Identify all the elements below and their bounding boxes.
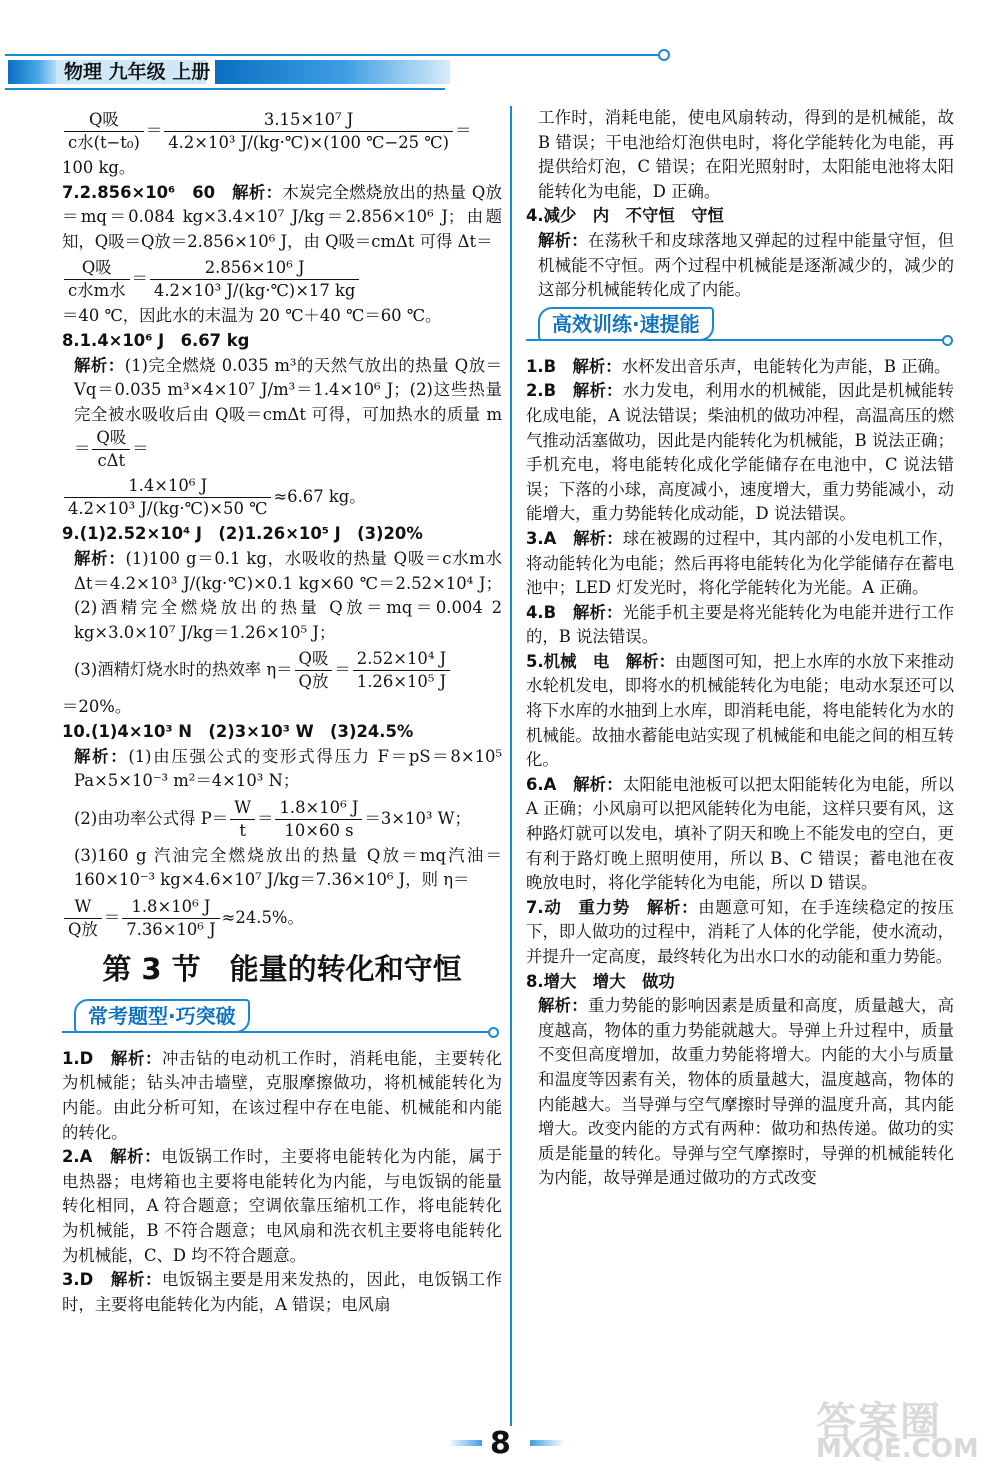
answer-7-formula: $\frac{\text{Q吸}}{\text{c水m水}}$ ＝ $\frac{\text{2.856×10⁶ J}}{\text{4.2×10³ J/(kg·℃)×17 kg}}$ xyxy=(62,254,502,304)
banner-common-questions xyxy=(62,997,502,1039)
formula-line: $\frac{\text{Q吸}}{\text{c水(t−t₀)}}$ ＝ $\frac{\text{3.15×10⁷ J}}{\text{4.2×10³ J/(kg·℃)×(100 ℃−25 ℃)}}$ ＝ xyxy=(62,106,502,156)
answer-10-part3: (3)160 g 汽油完全燃烧放出的热量 Q放＝mq汽油＝160×10⁻³ kg×4.6×10⁷ J/kg＝7.36×10⁶ J，则 η＝ xyxy=(74,845,502,890)
answer-10-head: 10.(1)4×10³ N (2)3×10³ W (3)24.5% xyxy=(62,721,414,741)
answer-9-formula: (3)酒精灯烧水时的热效率 η＝ $\frac{\text{Q吸}}{\text{Q放}}$ ＝ $\frac{\text{2.52×10⁴ J}}{\text{1.26×10⁵ J}}$ xyxy=(62,645,502,695)
training-7: 7.动 重力势 解析：由题意可知，在手连续稳定的按压下，即人做功的过程中，消耗了人体的化学能，使水流动，并提升一定高度，最终转化为出水口水的动能和重力势能。 xyxy=(526,897,955,966)
answer-7: 7.2.856×10⁶ 60 解析：木炭完全燃烧放出的热量 Q放＝mq＝0.084 kg×3.4×10⁷ J/kg＝2.856×10⁶ J；由题知，Q吸＝Q放＝2.856×10⁶ J，由 Q吸＝cmΔt 可得 Δt＝ xyxy=(62,182,503,251)
answer-10-formula-2: $\frac{W}{\text{Q放}}$ ＝ $\frac{\text{1.8×10⁶ J}}{\text{7.36×10⁶ J}}$ ≈24.5%。 xyxy=(62,893,502,943)
fraction: $\frac{\text{Q吸}}{\text{c水(t−t₀)}}$ xyxy=(64,109,144,154)
training-1: 1.B 解析：水杯发出音乐声，电能转化为声能，B 正确。 xyxy=(526,356,951,376)
right-column xyxy=(526,106,954,1191)
common-4: 解析：在荡秋千和皮球落地又弹起的过程中能量守恒，但机械能不守恒。两个过程中机械能是逐渐减少的，减少的这部分机械能转化成了内能。 xyxy=(538,230,955,300)
page-number: 8 xyxy=(490,1426,511,1461)
answer-8-formula: $\frac{\text{1.4×10⁶ J}}{\text{4.2×10³ J/(kg·℃)×50 ℃}}$ ≈6.67 kg。 xyxy=(62,472,502,522)
footer-ornament-left xyxy=(448,1440,482,1446)
common-2: 2.A 解析：电饭锅工作时，主要将电能转化为内能，属于电热器；电烤箱也主要将电能转化为内能，与电饭锅的能量转化相同，A 符合题意；空调依靠压缩机工作，将电能转化为机械能，B 不符合题意；电风扇和洗衣机主要将电能转化为机械能，C、D 均不符合题意。 xyxy=(62,1147,503,1265)
training-4: 4.B 解析：光能手机主要是将光能转化为电能并进行工作的，B 说法错误。 xyxy=(526,602,954,647)
column-divider xyxy=(510,106,512,1426)
header-rule xyxy=(5,54,660,56)
answer-10: 解析：(1)由压强公式的变形式得压力 F＝pS＝8×10⁵ Pa×5×10⁻³ m²＝4×10³ N； xyxy=(74,746,503,791)
answer-9-tail: ＝20%。 xyxy=(62,697,132,717)
answer-8-head: 8.1.4×10⁶ J 6.67 kg xyxy=(62,330,250,350)
common-1: 1.D 解析：冲击钻的电动机工作时，消耗电能，主要转化为机械能；钻头冲击墙壁，克服摩擦做功，将机械能转化为内能。由此分析可知，在该过程中存在电能、机械能和内能的转化。 xyxy=(62,1048,502,1142)
banner-label: 高效训练·速提能 xyxy=(538,307,714,341)
training-5: 5.机械 电 解析：由题图可知，把上水库的水放下来推动水轮机发电，即将水的机械能转化为电能；电动水泵还可以将下水库的水抽到上水库，即消耗电能，将电能转化为水的机械能。故抽水蓄能电站实现了机械能和电能之间的相互转化。 xyxy=(526,651,955,770)
answer-9: 解析：(1)100 g＝0.1 kg，水吸收的热量 Q吸＝c水m水Δt＝4.2×10³ J/(kg·℃)×0.1 kg×60 ℃＝2.52×10⁴ J；(2)酒精完全燃烧放出的热量 Q放＝mq＝0.004 2 kg×3.0×10⁷ J/kg＝1.26×10⁵ J； xyxy=(74,548,503,642)
fraction: $\frac{\text{1.4×10⁶ J}}{\text{4.2×10³ J/(kg·℃)×50 ℃}}$ xyxy=(64,475,271,520)
fraction: $\frac{\text{Q吸}}{\text{c水m水}}$ xyxy=(64,257,130,302)
common-3: 3.D 解析：电饭锅主要是用来发热的，因此，电饭锅工作时，主要将电能转化为内能，A 错误；电风扇 xyxy=(62,1270,502,1314)
left-column xyxy=(62,106,502,1317)
answer-10-formula-1: (2)由功率公式得 P＝ $\frac{W}{t}$ ＝ $\frac{\text{1.8×10⁶ J}}{10\times 60 s}$ ＝3×10³ W； xyxy=(74,797,471,840)
fraction: $\frac{\text{2.52×10⁴ J}}{\text{1.26×10⁵ J}}$ xyxy=(353,648,450,693)
formula-tail: 100 kg。 xyxy=(62,158,136,177)
common-3-continued: 工作时，消耗电能，使电风扇转动，得到的是机械能，故 B 错误；干电池给灯泡供电时，将化学能转化为电能，再提供给灯泡，C 错误；在阳光照射时，太阳能电池将太阳能转化为电能，D 正确。 xyxy=(538,108,954,201)
header-blocks xyxy=(8,60,58,84)
fraction: $\frac{\text{1.8×10⁶ J}}{\text{7.36×10⁶ J}}$ xyxy=(122,896,219,941)
header-strip xyxy=(215,60,450,84)
header-title: 物理 九年级 上册 xyxy=(64,61,211,83)
section-title: 第 3 节 能量的转化和守恒 xyxy=(102,951,462,986)
watermark-url: MXQE.COM xyxy=(816,1434,979,1464)
header-bottom-rule xyxy=(5,88,445,90)
footer-ornament-right xyxy=(530,1440,564,1446)
common-4-head: 4.减少 内 不守恒 守恒 xyxy=(526,206,724,226)
header-rule-dot xyxy=(658,49,670,61)
answer-9-head: 9.(1)2.52×10⁴ J (2)1.26×10⁵ J (3)20% xyxy=(62,524,423,544)
training-2: 2.B 解析：水力发电，利用水的机械能，因此是机械能转化成电能，A 说法错误；柴油机的做功冲程，高温高压的燃气推动活塞做功，因此是内能转化为机械能，B 说法正确；手机充电，将电能转化成化学能储存在电池中，C 说法错误；下落的小球，高度减小，速度增大，重力势能减小，动能增大，重力势能转化成动能，D 说法错误。 xyxy=(526,381,954,524)
page-footer xyxy=(0,1399,1000,1466)
answer-7-tail: ＝40 ℃，因此水的末温为 20 ℃＋40 ℃＝60 ℃。 xyxy=(62,306,442,326)
fraction: $\frac{\text{1.8×10⁶ J}}{10\times 60 s}$ xyxy=(275,797,362,842)
fraction: $\frac{\text{Q吸}}{\text{Q放}}$ xyxy=(295,648,333,693)
fraction: $\frac{\text{2.856×10⁶ J}}{\text{4.2×10³ J/(kg·℃)×17 kg}}$ xyxy=(150,257,360,302)
training-3: 3.A 解析：球在被踢的过程中，其内部的小发电机工作，将动能转化为电能；然后再将电能转化为化学能储存在蓄电池中；LED 灯发光时，将化学能转化为光能。A 正确。 xyxy=(526,528,955,598)
fraction: $\frac{\text{Q吸}}{\text{cΔt}}$ xyxy=(92,427,130,472)
fraction: $\frac{\text{3.15×10⁷ J}}{\text{4.2×10³ J/(kg·℃)×(100 ℃−25 ℃)}}$ xyxy=(164,109,453,154)
answer-8: 解析：(1)完全燃烧 0.035 m³的天然气放出的热量 Q放＝Vq＝0.035 m³×4×10⁷ J/m³＝1.4×10⁶ J；(2)这些热量完全被水吸收后由 Q吸＝cmΔt 可得，可加热水的质量 m＝ $\frac{\text{Q吸}}{\text{cΔt}}$ ＝ xyxy=(74,355,503,471)
banner-line-dot xyxy=(942,335,953,346)
fraction: $\frac{W}{t}$ xyxy=(230,797,255,842)
banner-efficient-training xyxy=(526,305,954,347)
banner-label: 常考题型·巧突破 xyxy=(74,999,250,1033)
training-6: 6.A 解析：太阳能电池板可以把太阳能转化为电能，所以 A 正确；小风扇可以把风能转化为电能，这样只要有风，这种路灯就可以发电，填补了阴天和晚上不能发电的空白，更有利于路灯晚上照明使用，所以 B、C 错误；蓄电池在夜晚放电时，将化学能转化为电能，所以 D 错误。 xyxy=(526,774,955,893)
training-8: 解析：重力势能的影响因素是质量和高度，质量越大，高度越高，物体的重力势能就越大。导弹上升过程中，质量不变但高度增加，故重力势能将增大。内能的大小与质量和温度等因素有关，物体的质量越大，温度越高，物体的内能越大。当导弹与空气摩擦时导弹的温度升高，其内能增大。改变内能的方式有两种：做功和热传递。做功的实质是能量的转化。导弹与空气摩擦时，导弹的机械能转化为内能，故导弹是通过做功的方式改变 xyxy=(538,996,955,1188)
watermark: 答案圈 xyxy=(816,1399,942,1445)
fraction: $\frac{W}{\text{Q放}}$ xyxy=(64,896,102,941)
page-header xyxy=(0,52,1000,96)
banner-line-dot xyxy=(488,1027,499,1038)
training-8-head: 8.增大 增大 做功 xyxy=(526,971,675,991)
